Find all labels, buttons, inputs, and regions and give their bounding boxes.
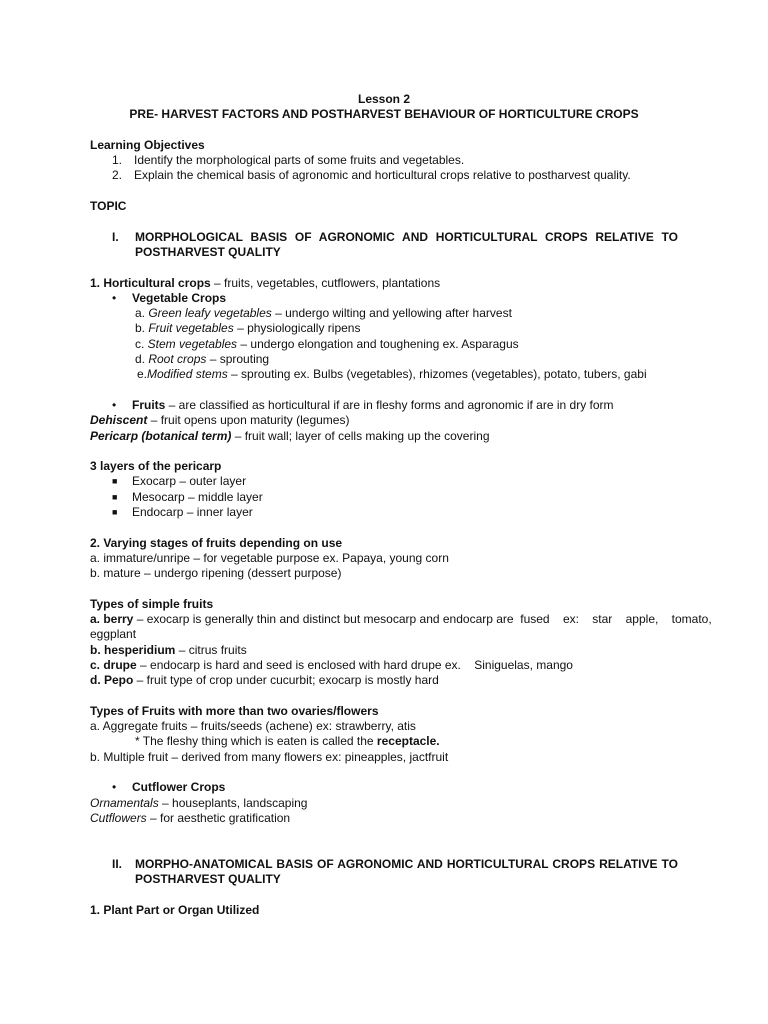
berry-line: a. berry – exocarp is generally thin and distinct but mesocarp and endocarp are fused ex: star apple, tomato, (90, 612, 712, 627)
aggregate-line: a. Aggregate fruits – fruits/seeds (achene) ex: strawberry, atis (90, 719, 416, 734)
objective-item: 1. Identify the morphological parts of some fruits and vegetables. (112, 153, 465, 168)
stages-heading: 2. Varying stages of fruits depending on use (90, 535, 343, 550)
berry-line-cont: eggplant (90, 627, 137, 642)
hesperidium-line: b. hesperidium – citrus fruits (90, 642, 247, 657)
simple-fruits-heading: Types of simple fruits (90, 596, 214, 611)
objective-item: 2. Explain the chemical basis of agronomic and horticultural crops relative to postharvest quality. (112, 168, 631, 183)
list-item: b. Fruit vegetables – physiologically ripens (135, 321, 361, 336)
topic-label: TOPIC (90, 199, 127, 214)
fruits-line: • Fruits – are classified as horticultural if are in fleshy forms and agronomic if are in dry form (112, 397, 614, 412)
ornamentals-line: Ornamentals – houseplants, landscaping (90, 795, 308, 810)
multi-fruits-heading: Types of Fruits with more than two ovaries/flowers (90, 703, 379, 718)
vegetable-crops-heading: • Vegetable Crops (112, 290, 227, 305)
lesson-label: Lesson 2 (357, 92, 411, 106)
list-item: d. Root crops – sprouting (135, 352, 270, 367)
list-item: e.Modified stems – sprouting ex. Bulbs (vegetables), rhizomes (vegetables), potato, tubers, gabi (137, 367, 647, 382)
list-item: b. mature – undergo ripening (dessert purpose) (90, 566, 342, 581)
drupe-line: c. drupe – endocarp is hard and seed is enclosed with hard drupe ex. Siniguelas, mango (90, 657, 573, 672)
list-item: ■ Exocarp – outer layer (112, 474, 247, 489)
document-body (90, 92, 712, 918)
dehiscent-line: Dehiscent – fruit opens upon maturity (legumes) (90, 413, 350, 428)
section-heading-1: I. MORPHOLOGICAL BASIS OF AGRONOMIC AND HORTICULTURAL CROPS RELATIVE TO POSTHARVEST QUALITY (112, 229, 678, 259)
list-item: a. immature/unripe – for vegetable purpose ex. Papaya, young corn (90, 550, 449, 565)
cutflower-heading: • Cutflower Crops (112, 780, 226, 795)
list-item: a. Green leafy vegetables – undergo wilting and yellowing after harvest (135, 306, 512, 321)
plant-part-heading: 1. Plant Part or Organ Utilized (90, 902, 260, 917)
receptacle-note: * The fleshy thing which is eaten is called the receptacle. (135, 734, 440, 749)
list-item: c. Stem vegetables – undergo elongation and toughening ex. Asparagus (135, 336, 519, 351)
pepo-line: d. Pepo – fruit type of crop under cucurbit; exocarp is mostly hard (90, 673, 439, 688)
pericarp-layers-heading: 3 layers of the pericarp (90, 459, 222, 474)
list-item: ■ Endocarp – inner layer (112, 505, 253, 520)
section-heading-2: II. MORPHO-ANATOMICAL BASIS OF AGRONOMIC AND HORTICULTURAL CROPS RELATIVE TO POSTHARVEST QUALITY (112, 856, 678, 887)
page-title: PRE- HARVEST FACTORS AND POSTHARVEST BEHAVIOUR OF HORTICULTURE CROPS (129, 107, 639, 122)
list-item: ■ Mesocarp – middle layer (112, 489, 263, 504)
horticultural-crops-line: 1. Horticultural crops – fruits, vegetables, cutflowers, plantations (90, 275, 441, 290)
multiple-fruit-line: b. Multiple fruit – derived from many flowers ex: pineapples, jactfruit (90, 749, 449, 764)
cutflowers-line: Cutflowers – for aesthetic gratification (90, 810, 291, 825)
pericarp-line: Pericarp (botanical term) – fruit wall; layer of cells making up the covering (90, 428, 490, 443)
objectives-heading: Learning Objectives (90, 137, 205, 152)
